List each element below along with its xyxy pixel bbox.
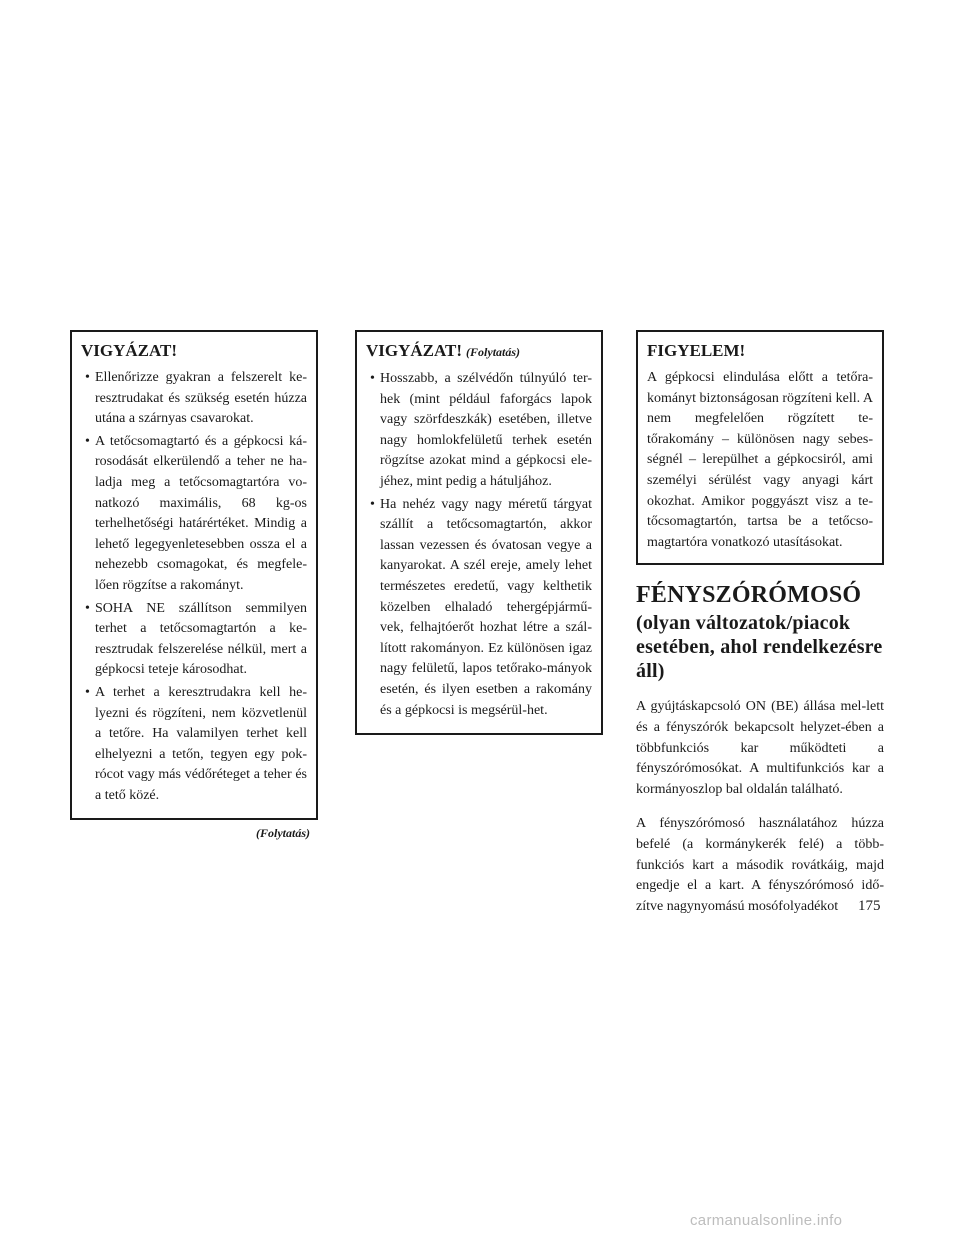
warning-box-continued [355, 330, 603, 735]
warning-item: • Hosszabb, a szélvédőn túlnyúló ter-hek (mint például faforgács lapok vagy szörfdeszkák) esetében, illetve nagy homlokfelületű terhek esetén rögzítse azokat mind a gépkocsi ele-jéhez, mint pedig a hátuljához. [366, 369, 592, 493]
section-title: FÉNYSZÓRÓMOSÓ [636, 582, 862, 609]
warning-item: • A terhet a keresztrudakra kell he-lyezni és rögzíteni, nem közvetlenül a tetőre. Ha valamilyen terhet kell elhelyezni a tetőn, tegyen egy pok-rócot vagy más védőréteget a teher és a tető közé. [81, 683, 307, 807]
continued-note: (Folytatás) [256, 826, 310, 841]
warning-box [70, 330, 318, 820]
warning-title [366, 340, 592, 363]
page-number: 175 [858, 898, 881, 914]
warning-title-continued: (Folytatás) [466, 345, 521, 359]
section-heading [636, 583, 884, 683]
caution-box [636, 330, 884, 565]
warning-item: • Ellenőrizze gyakran a felszerelt ke-resztrudakat és szükség esetén húzza utána a szárnyas csavarokat. [81, 368, 307, 430]
section-subtitle: (olyan változatok/piacok esetében, ahol rendelkezésre áll) [636, 612, 883, 683]
column-left [70, 330, 318, 841]
warning-item: • Ha nehéz vagy nagy méretű tárgyat szállít a tetőcsomagtartón, akkor lassan vezessen és óvatosan vegye a kanyarokat. A szél ereje, amely lehet természetes eredetű, vagy kelthetik közelben elhaladó tehergépjármű-vek, felhajtóerőt hozhat létre a szál-lított rakományon. Ez különösen igaz nagy felületű, lapos tetőrako-mányok esetén, és ilyen esetben a rakomány és a gépkocsi is megsérül-het. [366, 495, 592, 722]
column-right [636, 330, 884, 931]
column-middle [355, 330, 603, 735]
caution-text: A gépkocsi elindulása előtt a tetőra-kományt biztonságosan rögzíteni kell. A nem megfelelően rögzített te-tőrakomány – különösen nagy sebes-ségnél – lerepülhet a gépkocsiról, ami személyi sérülést vagy anyagi kárt okozhat. Amikor poggyászt visz a te-tőcsomagtartón, tartsa be a tetőcso-magtartóra vonatkozó utasításokat. [647, 370, 873, 550]
warning-item: • SOHA NE szállítson semmilyen terhet a tetőcsomagtartón a ke-resztrudak felszerelése nélkül, mert a gépkocsi teteje károsodhat. [81, 599, 307, 681]
warning-item: • A tetőcsomagtartó és a gépkocsi ká-rosodását elkerülendő a teher ne ha-ladja meg a tetőcsomagtartóra vo-natkozó maximális, 68 kg-os terhelhetőségi határértéket. Mindig a lehető legegyenletesebben ossza el a nehezebb csomagokat, és megfele-lően rögzítse a rakományt. [81, 432, 307, 597]
watermark: carmanualsonline.info [690, 1212, 843, 1229]
warning-list [81, 368, 307, 806]
warning-title: VIGYÁZAT! [81, 341, 178, 360]
warning-list [366, 369, 592, 721]
body-paragraph: A gyújtáskapcsoló ON (BE) állása mel-lett és a fényszórók bekapcsolt helyzet-ében a többfunkciós kar működteti a fényszórómosókat. A multifunkciós kar a kormányoszlop bal oldalán található. [636, 699, 884, 797]
warning-title-text: VIGYÁZAT! [366, 341, 463, 360]
body-paragraph: A fényszórómosó használatához húzza befelé (a kormánykerék felé) a több-funkciós kart a második rovátkáig, majd engedje el a kart. A fényszórómosó idő-zítve nagynyomású mosófolyadékot [636, 816, 884, 914]
caution-title: FIGYELEM! [647, 341, 746, 360]
